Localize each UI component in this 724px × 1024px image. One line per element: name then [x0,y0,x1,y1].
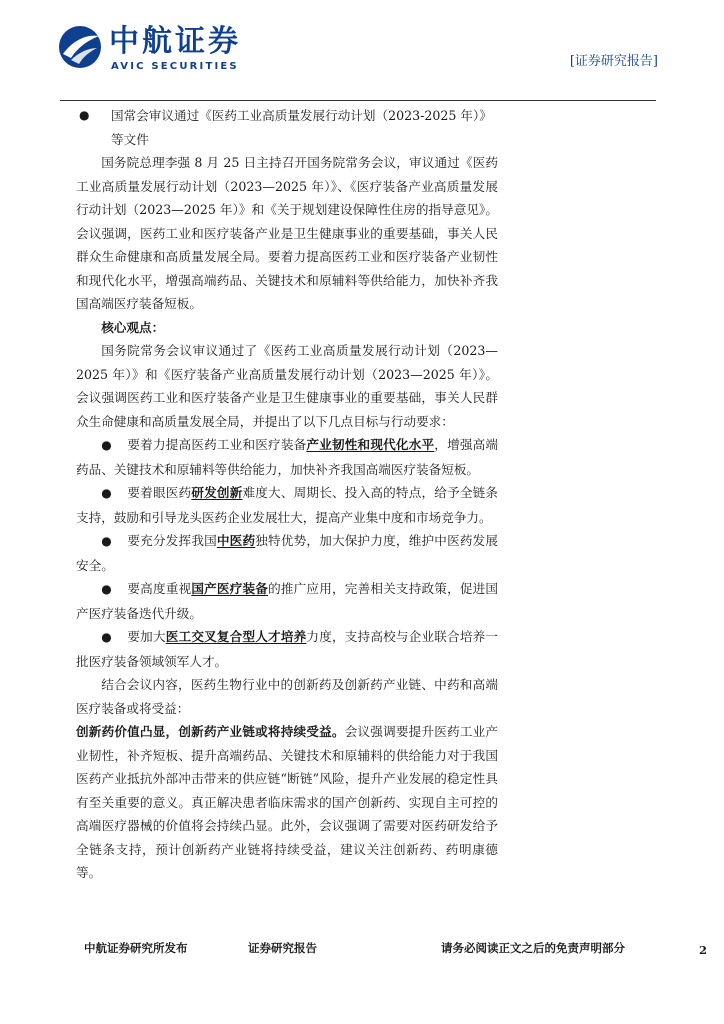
goal-highlight: 医工交叉复合型人才培养 [165,629,307,644]
paragraph-summary: 国务院总理李强 8 月 25 日主持召开国务院常务会议，审议通过《医药工业高质量发展行动计划（2023—2025 年）》、《医疗装备产业高质量发展行动计划（2023—2025 年）》和《关于规划建设保障性住房的指导意见》。会议强调，医药工业和医疗装备产业是卫生健康事业的重要基础，事关人民群众生命健康和高质量发展全局。要着力提高医药工业和医疗装备产业韧性和现代化水平，增强高端药品、关键技术和原辅料等供给能力，加快补齐我国高端医疗装备短板。 [76,155,498,311]
innovative-drug-heading: 创新药价值凸显，创新药产业链或将持续受益。 [76,724,345,739]
goal-item [76,625,498,673]
footer-disclaimer: 请务必阅读正文之后的免责声明部分 [441,941,625,955]
goal-text: 要着眼医药 [127,485,192,500]
bullet-icon: ● [101,438,112,452]
goal-text: 独特优势，加大保护力度，维护中医药发展安全。 [76,533,499,573]
logo-english-name: AVIC SECURITIES [111,61,239,72]
paragraph-core-view: 国务院常务会议审议通过了《医药工业高质量发展行动计划（2023—2025 年）》和《医疗装备产业高质量发展行动计划（2023—2025 年）》。会议强调医药工业和医疗装备产业是卫生健康事业的重要基础，事关人民群众生命健康和高质量发展全局，并提出了以下几点目标与行动要求： [76,343,498,429]
paragraph-innovative-drugs [76,720,498,885]
goal-highlight: 中医药 [216,533,256,548]
goal-text: 要着力提高医药工业和医疗装备 [127,437,307,452]
bullet-icon: ● [101,534,112,548]
footer-report-type: 证券研究报告 [248,941,317,955]
goal-text: 要充分发挥我国 [127,533,217,548]
goal-text: ，增强高端药品、关键技术和原辅料等供给能力，加快补齐我国高端医疗装备短板。 [76,437,499,477]
goal-highlight: 研发创新 [191,485,243,500]
core-view-label: 核心观点： [101,319,165,335]
report-type-tag: [证券研究报告] [569,54,658,69]
company-logo [57,24,257,74]
goal-text: 要高度重视 [127,581,192,596]
page-number: 2 [699,943,708,957]
goal-highlight: 产业韧性和现代化水平 [306,437,435,452]
goal-item [76,481,498,529]
goal-item [76,433,498,481]
bullet-icon: ● [101,582,112,596]
goal-highlight: 国产医疗装备 [191,581,269,596]
goal-text: 的推广应用，完善相关支持政策，促进国产医疗装备迭代升级。 [76,581,499,621]
document-body [76,104,498,885]
section-heading [76,104,498,151]
section-title-line1: 国常会审议通过《医药工业高质量发展行动计划（2023-2025 年）》 [111,108,492,123]
bullet-icon: ● [79,108,90,122]
goal-text: 难度大、周期长、投入高的特点，给予全链条支持，鼓励和引导龙头医药企业发展壮大，提高产业集中度和市场竞争力。 [76,485,499,525]
goal-item [76,529,498,577]
bullet-icon: ● [101,630,112,644]
goal-text: 要加大 [127,629,166,644]
goal-item [76,577,498,625]
logo-chinese-name: 中航证券 [109,24,241,59]
innovative-drug-text: 会议强调要提升医药工业产业韧性，补齐短板、提升高端药品、关键技术和原辅料的供给能力对于我国医药产业抵抗外部冲击带来的供应链“断链”风险，提升产业发展的稳定性具有至关重要的意义。真正解决患者临床需求的国产创新药、实现自主可控的高端医疗器械的价值将会持续凸显。此外，会议强调了需要对医药研发给予全链条支持，预计创新药产业链将持续受益，建议关注创新药、药明康德等。 [76,724,499,880]
section-title-line2: 等文件 [111,131,149,147]
avic-swoosh-logo-icon [57,24,103,70]
paragraph-beneficiaries: 结合会议内容，医药生物行业中的创新药及创新药产业链、中药和高端医疗装备或将受益： [76,677,498,716]
goal-text: 力度，支持高校与企业联合培养一批医疗装备领域领军人才。 [76,629,499,669]
footer-publisher: 中航证券研究所发布 [84,941,188,955]
header-divider [60,100,656,101]
bullet-icon: ● [101,486,112,500]
